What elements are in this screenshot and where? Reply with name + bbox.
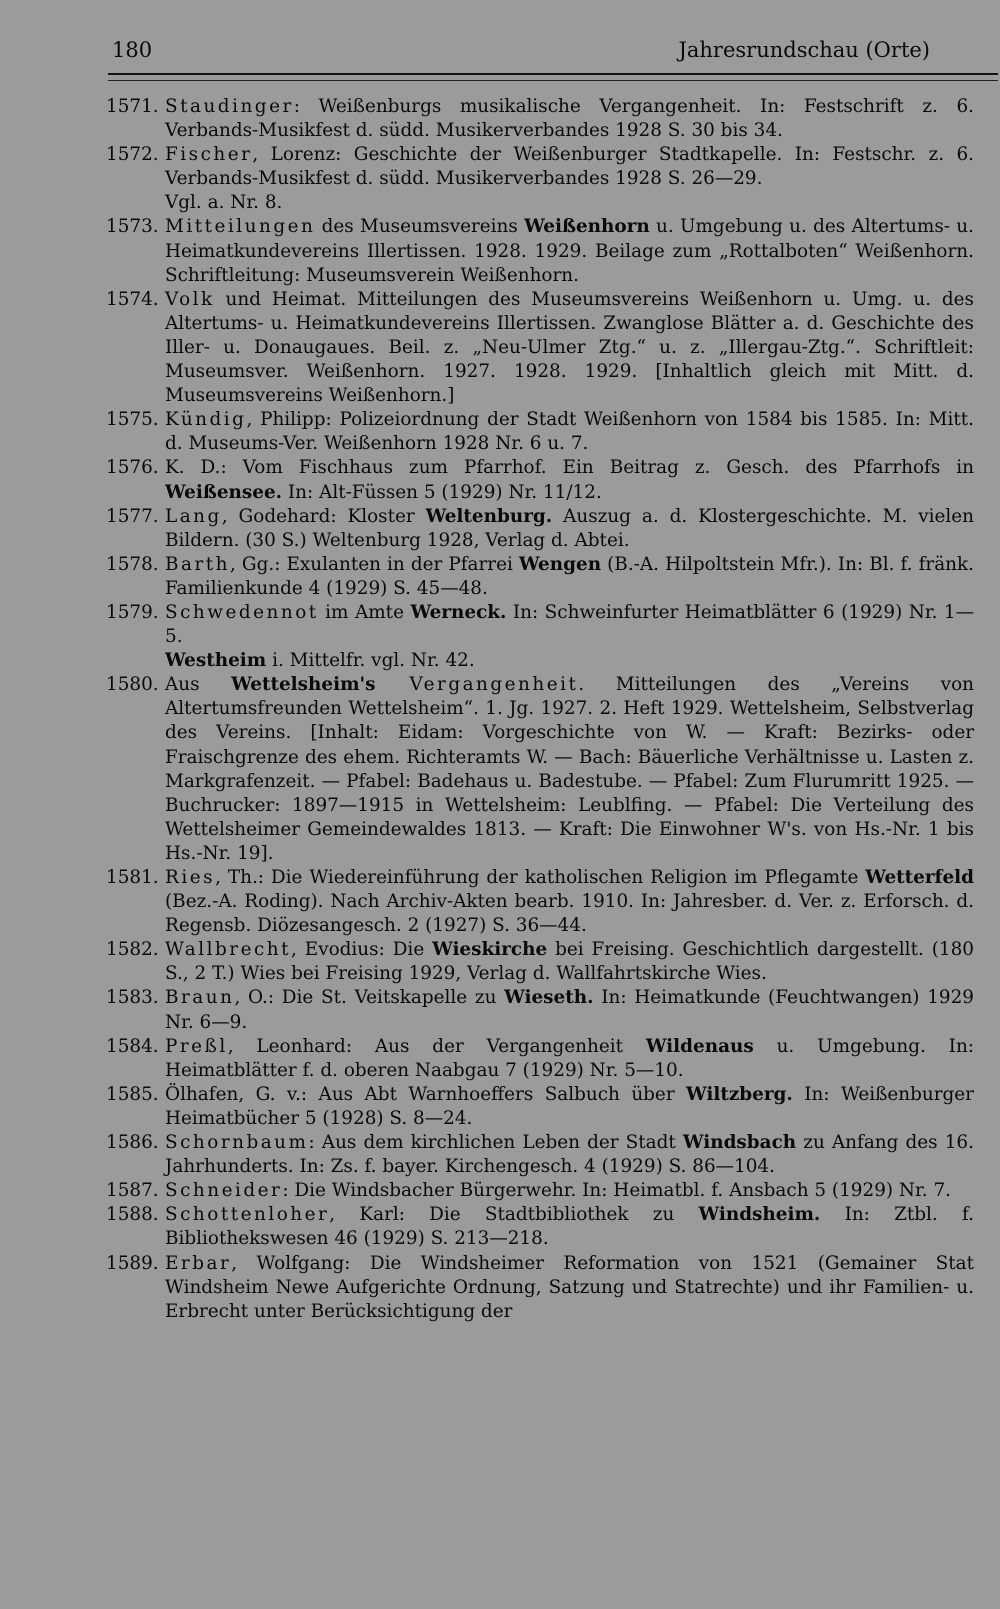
entry-title-spaced: Vergangenheit (375, 674, 579, 696)
entry-place: Wildenaus (645, 1035, 754, 1057)
entry-place: Westheim (165, 650, 267, 672)
entry-author: Schornbaum (165, 1132, 309, 1154)
entry-text (165, 1203, 974, 1251)
bibliography-entry (106, 456, 974, 504)
entry-text (165, 986, 974, 1034)
entry-place: Wettelsheim's (231, 674, 376, 696)
header-rule (108, 73, 998, 75)
entry-number: 1573. (106, 216, 159, 238)
entry-text (165, 505, 974, 553)
entry-text (165, 143, 974, 215)
bibliography-entry (106, 601, 974, 673)
entry-number: 1585. (106, 1083, 159, 1105)
entry-body (200, 674, 232, 695)
entry-author: Kündig (165, 409, 247, 431)
entry-author: Ölhafen (165, 1083, 239, 1105)
entry-body: , G. v.: Aus Abt Warnhoeffers Salbuch über (238, 1083, 687, 1105)
entry-author: Aus (165, 674, 200, 696)
entry-place: Weißenhorn (524, 216, 650, 238)
entry-author: Wallbrecht (165, 939, 292, 961)
entry-number: 1574. (106, 288, 159, 310)
bibliography-entry (106, 673, 974, 866)
entry-body: u. Umgebung. In: Heimatblätter f. d. oberen Naabgau 7 (1929) Nr. 5—10. (165, 1035, 974, 1081)
bibliography-entry (106, 553, 974, 601)
entry-body: In: Heimatkunde (Feuchtwangen) 1929 Nr. 6—9. (165, 987, 974, 1033)
entry-author: Fischer (165, 144, 253, 166)
entry-author: Mitteilungen (165, 216, 316, 238)
bibliography-entry (106, 1131, 974, 1179)
entry-number: 1584. (106, 1035, 159, 1057)
entry-number: 1579. (106, 601, 159, 623)
entry-body: , Lorenz: Geschichte der Weißenburger Stadtkapelle. In: Festschr. z. 6. Verbands-Musikfest d. südd. Musikerverbandes 1928 S. 26—29. (165, 144, 974, 190)
entry-number: 1578. (106, 553, 159, 575)
entry-body: bei Freising. Geschichtlich dargestellt. (180 S., 2 T.) Wies bei Freising 1929, Verlag d. Wallfahrtskirche Wies. (165, 939, 974, 985)
entry-text (165, 601, 974, 673)
bibliography-entry (106, 1252, 974, 1324)
page-header (112, 38, 930, 62)
running-title: Jahresrundschau (Orte) (678, 38, 930, 62)
entry-text (165, 553, 974, 601)
entry-place: Wetterfeld (865, 867, 974, 888)
entry-text (165, 938, 974, 986)
entry-place: Windsheim. (698, 1204, 821, 1226)
entry-body: In: Weißenburger Heimatbücher 5 (1928) S. 8—24. (165, 1083, 974, 1129)
entry-author: Schottenloher (165, 1204, 330, 1226)
entry-place: Wieseth. (504, 987, 594, 1009)
entry-place: Wengen (518, 553, 602, 575)
entry-text (165, 408, 974, 456)
entry-place: Werneck. (410, 601, 507, 623)
entry-body: , Karl: Die Stadtbibliothek zu (329, 1204, 699, 1226)
entry-author: Ries (165, 867, 216, 888)
entry-text (165, 456, 974, 504)
entry-body: In: Schweinfurter Heimatblätter 6 (1929) Nr. 1—5. (165, 601, 975, 648)
bibliography-entry (106, 938, 974, 986)
entry-number: 1588. (106, 1204, 159, 1226)
entry-author: Braun (165, 987, 235, 1009)
entry-number: 1575. (106, 409, 159, 431)
entry-text (165, 1131, 974, 1179)
entry-text (165, 1083, 974, 1131)
bibliography-entry (106, 1083, 974, 1131)
bibliography-list (106, 95, 974, 1324)
page-number: 180 (112, 38, 153, 62)
entry-number: 1581. (106, 867, 159, 888)
entry-crossref: Vgl. a. Nr. 8. (165, 192, 283, 214)
entry-body: (Bez.-A. Roding). Nach Archiv-Akten bearb. 1910. In: Jahresber. d. Ver. z. Erforsch. d. Regensb. Diözesangesch. 2 (1927) S. 36—44. (165, 891, 974, 937)
entry-text (165, 1035, 974, 1083)
entry-number: 1583. (106, 987, 159, 1009)
entry-body: u. Umgebung u. des Altertums- u. Heimatkundevereins Illertissen. 1928. 1929. Beilage zum „Rottalboten“ Weißenhorn. Schriftleitung: Museumsverein Weißenhorn. (165, 216, 975, 286)
entry-body: im Amte (318, 601, 411, 623)
entry-place: Windsbach (682, 1132, 797, 1154)
entry-body: In: Ztbl. f. Bibliothekswesen 46 (1929) S. 213—218. (165, 1204, 974, 1250)
bibliography-entry (106, 408, 974, 456)
entry-body: , Gg.: Exulanten in der Pfarrei (230, 553, 519, 575)
entry-body: , Wolfgang: Die Windsheimer Reformation von 1521 (Gemainer Stat Windsheim Newe Aufgerichte Ordnung, Satzung und Statrechte) und ihr Familien- u. Erbrecht unter Berücksichtigung der (165, 1252, 974, 1322)
entry-place: Wieskirche (432, 939, 548, 961)
entry-text (165, 673, 974, 866)
entry-body: und Heimat. Mitteilungen des Museumsvereins Weißenhorn u. Umg. u. des Altertums- u. Heimatkundevereins Illertissen. Zwanglose Blätter a. d. Geschichte des Iller- u. Donaugaues. Beil. z. „Neu-Ulmer Ztg.“ u. z. „Illergau-Ztg.“. Schriftleit: Museumsver. Weißenhorn. 1927. 1928. 1929. [Inhaltlich gleich mit Mitt. d. Museumsvereins Weißenhorn.] (165, 288, 974, 407)
entry-body: , Philipp: Polizeiordnung der Stadt Weißenhorn von 1584 bis 1585. In: Mitt. d. Museums-Ver. Weißenhorn 1928 Nr. 6 u. 7. (165, 409, 974, 455)
entry-author: Barth (165, 553, 231, 575)
entry-author: Schneider (165, 1180, 283, 1202)
entry-body: : Weißenburgs musikalische Vergangenheit. In: Festschrift z. 6. Verbands-Musikfest d. südd. Musikerverbandes 1928 S. 30 bis 34. (165, 96, 974, 142)
entry-place: Weltenburg. (425, 505, 553, 527)
entry-body: : Aus dem kirchlichen Leben der Stadt (308, 1132, 683, 1154)
entry-body: , Leonhard: Aus der Vergangenheit (227, 1035, 646, 1057)
entry-author: Staudinger (165, 96, 294, 117)
bibliography-entry (106, 986, 974, 1034)
entry-body: des Museumsvereins (315, 216, 525, 238)
header-rule-thin (108, 80, 998, 81)
entry-author: Erbar (165, 1252, 232, 1274)
bibliography-entry (106, 505, 974, 553)
entry-number: 1572. (106, 144, 159, 166)
entry-number: 1587. (106, 1180, 159, 1202)
bibliography-entry (106, 1179, 974, 1203)
entry-author: Lang (165, 505, 222, 527)
bibliography-entry (106, 866, 974, 938)
entry-text (165, 866, 974, 938)
entry-text (165, 215, 974, 287)
entry-body: , Evodius: Die (291, 939, 433, 961)
entry-body: In: Alt-Füssen 5 (1929) Nr. 11/12. (282, 481, 602, 503)
entry-author: K. D. (165, 457, 221, 479)
entry-body: : Die Windsbacher Bürgerwehr. In: Heimatbl. f. Ansbach 5 (1929) Nr. 7. (282, 1180, 952, 1202)
entry-body: Auszug a. d. Klostergeschichte. M. vielen Bildern. (30 S.) Weltenburg 1928, Verlag d. Abtei. (165, 505, 974, 551)
entry-text (165, 1252, 974, 1324)
bibliography-entry (106, 288, 974, 408)
entry-body: . Mitteilungen des „Vereins von Altertumsfreunden Wettelsheim“. 1. Jg. 1927. 2. Heft 1929. Wettelsheim, Selbstverlag des Vereins. [Inhalt: Eidam: Vorgeschichte von W. — Kraft: Bezirks- oder Fraischgrenze des ehem. Richteramts W. — Bach: Bäuerliche Verhältnisse u. Lasten z. Markgrafenzeit. — Pfabel: Badehaus u. Badestube. — Pfabel: Zum Flurumritt 1925. — Buchrucker: 1897—1915 in Wettelsheim: Leublfing. — Pfabel: Die Verteilung des Wettelsheimer Gemeindewaldes 1813. — Kraft: Die Einwohner W's. von Hs.-Nr. 1 bis Hs.-Nr. 19]. (165, 674, 974, 864)
entry-number: 1586. (106, 1132, 159, 1154)
entry-number: 1589. (106, 1252, 159, 1274)
bibliography-entry (106, 1203, 974, 1251)
entry-crossref: i. Mittelfr. vgl. Nr. 42. (266, 650, 475, 672)
bibliography-entry (106, 1035, 974, 1083)
entry-body: zu Anfang des 16. Jahrhunderts. In: Zs. f. bayer. Kirchengesch. 4 (1929) S. 86—104. (165, 1132, 974, 1178)
entry-place: Weißensee. (165, 481, 283, 503)
entry-author: Schwedennot (165, 601, 319, 623)
entry-author: Preßl (165, 1035, 228, 1057)
entry-place: Wiltzberg. (686, 1083, 793, 1105)
entry-text (165, 95, 974, 143)
entry-author: Volk (165, 288, 215, 310)
bibliography-entry (106, 143, 974, 215)
entry-number: 1580. (106, 674, 159, 696)
entry-number: 1571. (106, 96, 159, 117)
entry-body: : Vom Fischhaus zum Pfarrhof. Ein Beitrag z. Gesch. des Pfarrhofs in (220, 457, 974, 479)
entry-number: 1582. (106, 939, 159, 961)
entry-body: , Th.: Die Wiedereinführung der katholischen Religion im Pflegamte (215, 867, 866, 888)
bibliography-entry (106, 215, 974, 287)
entry-body: (B.-A. Hilpoltstein Mfr.). In: Bl. f. fränk. Familienkunde 4 (1929) S. 45—48. (165, 553, 974, 599)
entry-text (165, 1179, 974, 1203)
entry-number: 1576. (106, 457, 159, 479)
entry-number: 1577. (106, 505, 159, 527)
entry-body: , O.: Die St. Veitskapelle zu (234, 987, 505, 1009)
bibliography-entry (106, 95, 974, 143)
entry-body: , Godehard: Kloster (221, 505, 426, 527)
entry-text (165, 288, 974, 408)
